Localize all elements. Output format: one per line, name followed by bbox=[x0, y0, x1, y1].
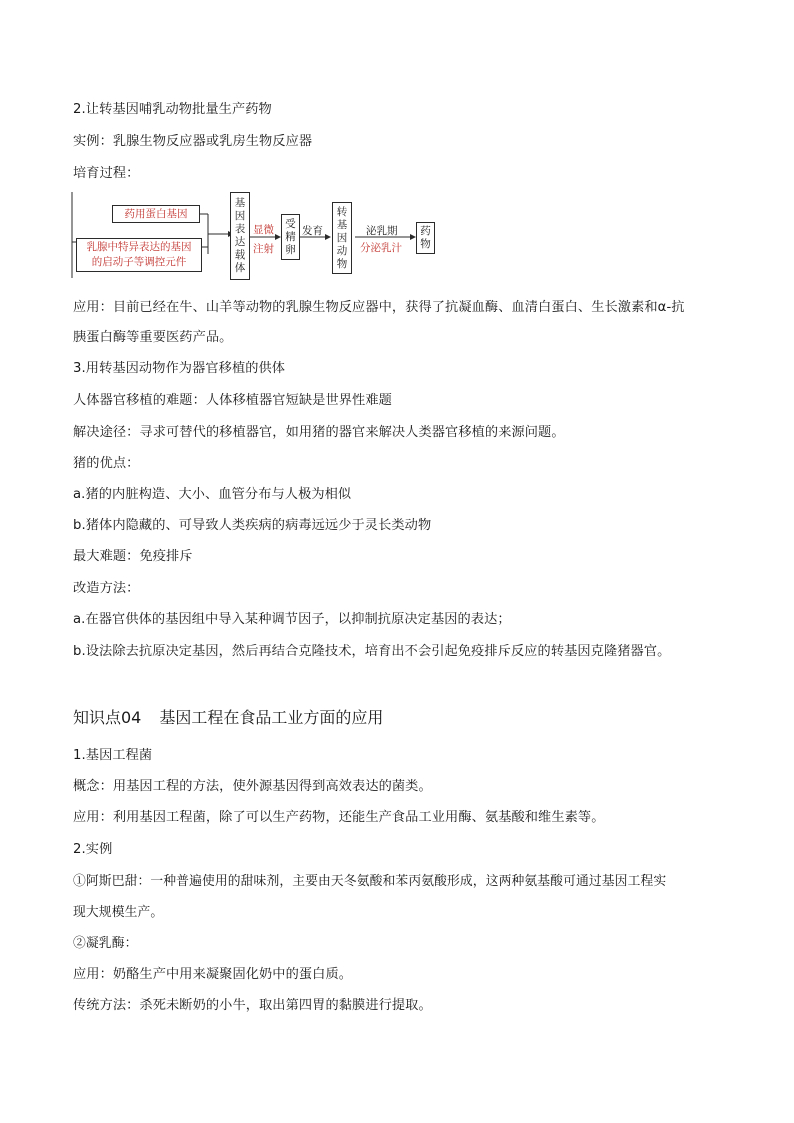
application-text-2: 应用：利用基因工程菌，除了可以生产药物，还能生产食品工业用酶、氨基酸和维生素等。 bbox=[73, 810, 605, 825]
promoter-line-2: 的启动子等调控元件 bbox=[91, 256, 187, 268]
vector-char: 体 bbox=[234, 262, 246, 274]
subsection-2: 2.实例 bbox=[73, 842, 113, 857]
animal-char: 基 bbox=[336, 218, 348, 231]
egg-char: 受 bbox=[285, 217, 296, 230]
section-heading-3: 3.用转基因动物作为器官移植的供体 bbox=[73, 361, 286, 376]
animal-char: 动 bbox=[336, 244, 348, 257]
development-label: 发育 bbox=[302, 225, 323, 237]
lactation-label: 泌乳期 bbox=[366, 225, 398, 237]
vector-char: 因 bbox=[234, 210, 246, 222]
knowledge-point-number: 知识点04 bbox=[73, 708, 142, 727]
vector-char: 基 bbox=[234, 197, 246, 209]
drug-char: 物 bbox=[420, 238, 431, 250]
rennet-label: ②凝乳酶： bbox=[73, 936, 138, 951]
promoter-element-box bbox=[76, 238, 202, 272]
modification-label: 改造方法： bbox=[73, 581, 140, 596]
vector-char: 表 bbox=[234, 223, 246, 235]
microinjection-label-1: 显微 bbox=[253, 224, 274, 236]
difficulty-text: 人体器官移植的难题：人体移植器官短缺是世界性难题 bbox=[73, 393, 392, 408]
drug-protein-gene-box: 药用蛋白基因 bbox=[112, 205, 200, 223]
animal-char: 转 bbox=[336, 205, 348, 218]
subsection-1: 1.基因工程菌 bbox=[73, 748, 153, 763]
fertilized-egg-box bbox=[281, 214, 300, 260]
breeding-process-diagram bbox=[70, 192, 440, 280]
rennet-application: 应用：奶酪生产中用来凝聚固化奶中的蛋白质。 bbox=[73, 967, 353, 982]
microinjection-label-2: 注射 bbox=[253, 243, 274, 255]
drug-box bbox=[416, 222, 435, 254]
application-text: 应用：目前已经在牛、山羊等动物的乳腺生物反应器中，获得了抗凝血酶、血清白蛋白、生长激素和α-抗 bbox=[73, 300, 685, 315]
aspartame-text-cont: 现大规模生产。 bbox=[73, 905, 164, 920]
section-heading-2: 2.让转基因哺乳动物批量生产药物 bbox=[73, 102, 272, 117]
traditional-method: 传统方法：杀死未断奶的小牛，取出第四胃的黏膜进行提取。 bbox=[73, 998, 432, 1013]
method-a: a.在器官供体的基因组中导入某种调节因子，以抑制抗原决定基因的表达； bbox=[73, 612, 511, 627]
concept-text: 概念：用基因工程的方法，使外源基因得到高效表达的菌类。 bbox=[73, 779, 432, 794]
promoter-line-1: 乳腺中特异表达的基因 bbox=[86, 241, 192, 253]
transgenic-animal-box bbox=[332, 202, 352, 274]
biggest-difficulty: 最大难题：免疫排斥 bbox=[73, 549, 193, 564]
example-text: 实例：乳腺生物反应器或乳房生物反应器 bbox=[73, 134, 313, 149]
animal-char: 因 bbox=[336, 231, 348, 244]
advantage-b: b.猪体内隐藏的、可导致人类疾病的病毒远远少于灵长类动物 bbox=[73, 518, 432, 533]
expression-vector-box bbox=[230, 192, 250, 280]
egg-char: 卵 bbox=[285, 243, 296, 256]
vector-char: 载 bbox=[234, 249, 246, 261]
aspartame-text: ①阿斯巴甜：一种普遍使用的甜味剂，主要由天冬氨酸和苯丙氨酸形成，这两种氨基酸可通过基因工程实 bbox=[73, 874, 667, 889]
animal-char: 物 bbox=[336, 257, 348, 270]
process-label: 培育过程： bbox=[73, 166, 140, 181]
pig-advantages-label: 猪的优点： bbox=[73, 456, 140, 471]
drug-char: 药 bbox=[420, 225, 431, 237]
egg-char: 精 bbox=[285, 230, 296, 243]
knowledge-point-heading bbox=[73, 708, 383, 728]
application-text-cont: 胰蛋白酶等重要医药产品。 bbox=[73, 330, 233, 345]
milk-secretion-label: 分泌乳汁 bbox=[360, 242, 402, 254]
solution-text: 解决途径：寻求可替代的移植器官，如用猪的器官来解决人类器官移植的来源问题。 bbox=[73, 425, 565, 440]
vector-char: 达 bbox=[234, 236, 246, 248]
method-b: b.设法除去抗原决定基因，然后再结合克隆技术，培育出不会引起免疫排斥反应的转基因克隆猪器官。 bbox=[73, 644, 671, 659]
knowledge-point-title: 基因工程在食品工业方面的应用 bbox=[159, 708, 384, 727]
advantage-a: a.猪的内脏构造、大小、血管分布与人极为相似 bbox=[73, 487, 352, 502]
